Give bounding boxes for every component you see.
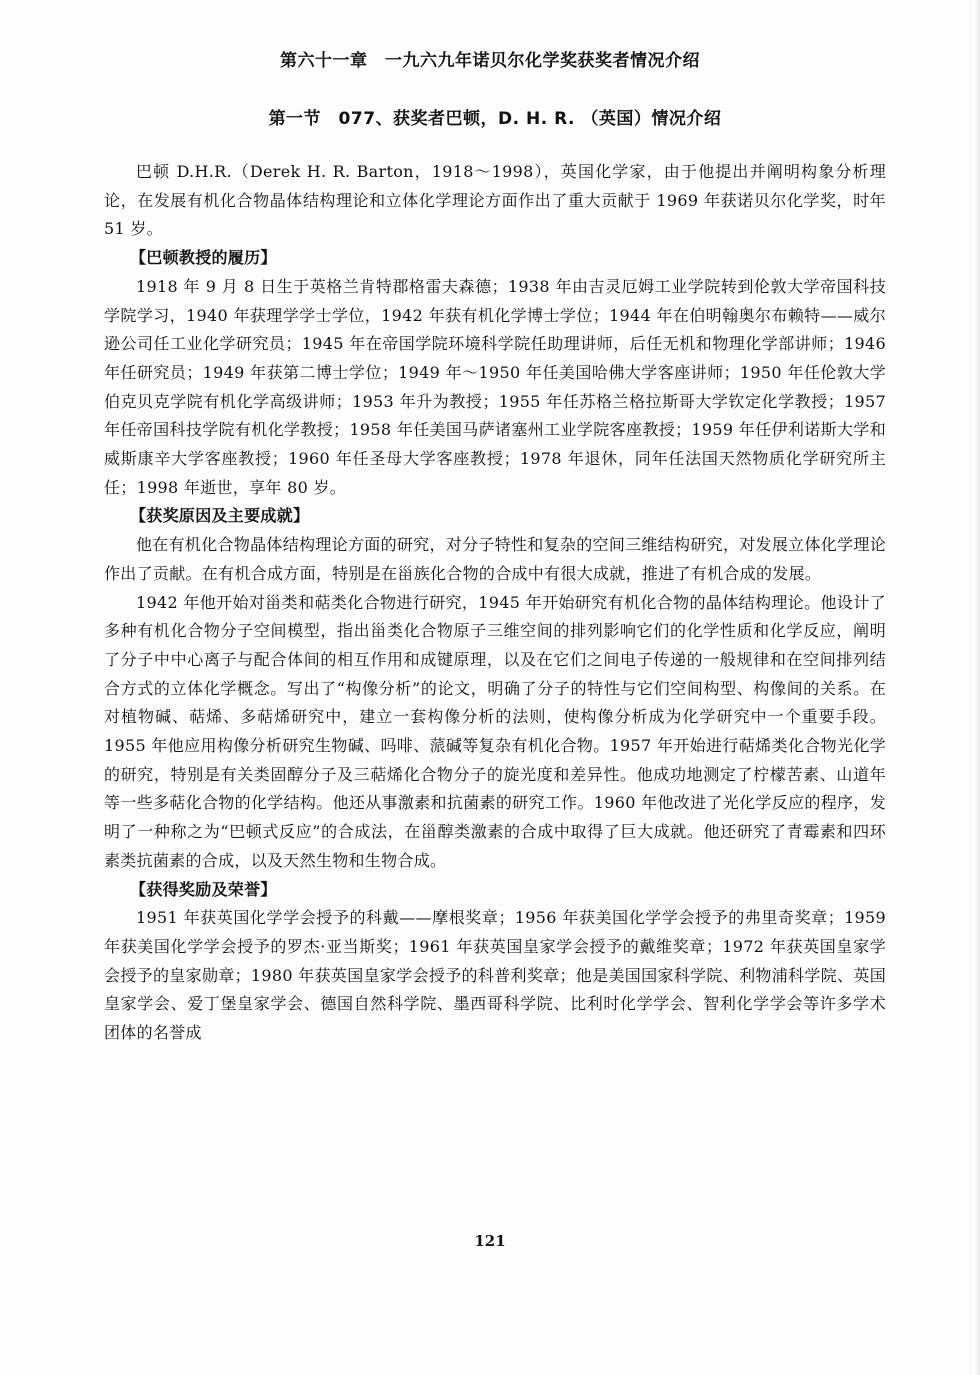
intro-paragraph: 巴顿 D.H.R.（Derek H. R. Barton，1918～1998），英国化学家，由于他提出并阐明构象分析理论，在发展有机化合物晶体结构理论和立体化学理论方面作出了重大贡献于 1969 年获诺贝尔化学奖，时年 51 岁。 (104, 162, 886, 239)
section-title: 第一节 077、获奖者巴顿，D. H. R. （英国）情况介绍 (268, 109, 722, 129)
biography-paragraph: 1918 年 9 月 8 日生于英格兰肯特郡格雷夫森德；1938 年由吉灵厄姆工业学院转到伦敦大学帝国科技学院学习，1940 年获理学学士学位，1942 年获有机化学博士学位；1944 年在伯明翰奥尔布赖特——威尔逊公司任工业化学研究员；1945 年在帝国学院环境科学院任助理讲师，后任无机和物理化学部讲师；1946 年任研究员；1949 年获第二博士学位；1949 年～1950 年任美国哈佛大学客座讲师；1950 年任伦敦大学伯克贝克学院有机化学高级讲师；1953 年升为教授；1955 年任苏格兰格拉斯哥大学钦定化学教授；1957 年任帝国科技学院有机化学教授；1958 年任美国马萨诸塞州工业学院客座教授；1959 年任伊利诺斯大学和威斯康辛大学客座教授；1960 年任圣母大学客座教授；1978 年退休，同年任法国天然物质化学研究所主任；1998 年逝世，享年 80 岁。 (104, 276, 886, 497)
section-heading-awards: 【获得奖励及荣誉】 (130, 879, 277, 899)
achievements-paragraph-1: 他在有机化合物晶体结构理论方面的研究，对分子特性和复杂的空间三维结构研究，对发展立体化学理论作出了贡献。在有机合成方面，特别是在甾族化合物的合成中有很大成就，推进了有机合成的发展。 (104, 535, 886, 583)
achievements-paragraph-2: 1942 年他开始对甾类和萜类化合物进行研究，1945 年开始研究有机化合物的晶体结构理论。他设计了多种有机化合物分子空间模型，指出甾类化合物原子三维空间的排列影响它们的化学性质和化学反应，阐明了分子中中心离子与配合体间的相互作用和成键原理，以及在它们之间电子传递的一般规律和在空间排列结合方式的立体化学概念。写出了“构像分析”的论文，明确了分子的特性与它们空间构型、构像间的关系。在对植物碱、萜烯、多萜烯研究中，建立一套构像分析的法则，使构像分析成为化学研究中一个重要手段。1955 年他应用构像分析研究生物碱、吗啡、蒎碱等复杂有机化合物。1957 年开始进行萜烯类化合物光化学的研究，特别是有关类固醇分子及三萜烯化合物分子的旋光度和差异性。他成功地测定了柠檬苦素、山道年等一些多萜化合物的化学结构。他还从事激素和抗菌素的研究工作。1960 年他改进了光化学反应的程序，发明了一种称之为“巴顿式反应”的合成法，在甾醇类激素的合成中取得了巨大成就。他还研究了青霉素和四环素类抗菌素的合成，以及天然生物和生物合成。 (104, 592, 886, 870)
section-heading-biography: 【巴顿教授的履历】 (130, 248, 277, 268)
awards-paragraph: 1951 年获英国化学学会授予的科戴——摩根奖章；1956 年获美国化学学会授予的弗里奇奖章；1959 年获美国化学学会授予的罗杰·亚当斯奖；1961 年获英国皇家学会授予的戴维奖章；1972 年获英国皇家学会授予的皇家勋章；1980 年获英国皇家学会授予的科普利奖章；他是美国国家科学院、利物浦科学院、英国皇家学会、爱丁堡皇家学会、德国自然科学院、墨西哥科学院、比利时化学学会、智利化学学会等许多学术团体的名誉成 (104, 908, 886, 1043)
section-heading-achievements: 【获奖原因及主要成就】 (130, 506, 310, 526)
page-number: 121 (474, 1232, 506, 1250)
body-text (104, 158, 886, 1048)
scan-edge-shadow (974, 0, 980, 1375)
chapter-title: 第六十一章 一九六九年诺贝尔化学奖获奖者情况介绍 (280, 51, 700, 71)
